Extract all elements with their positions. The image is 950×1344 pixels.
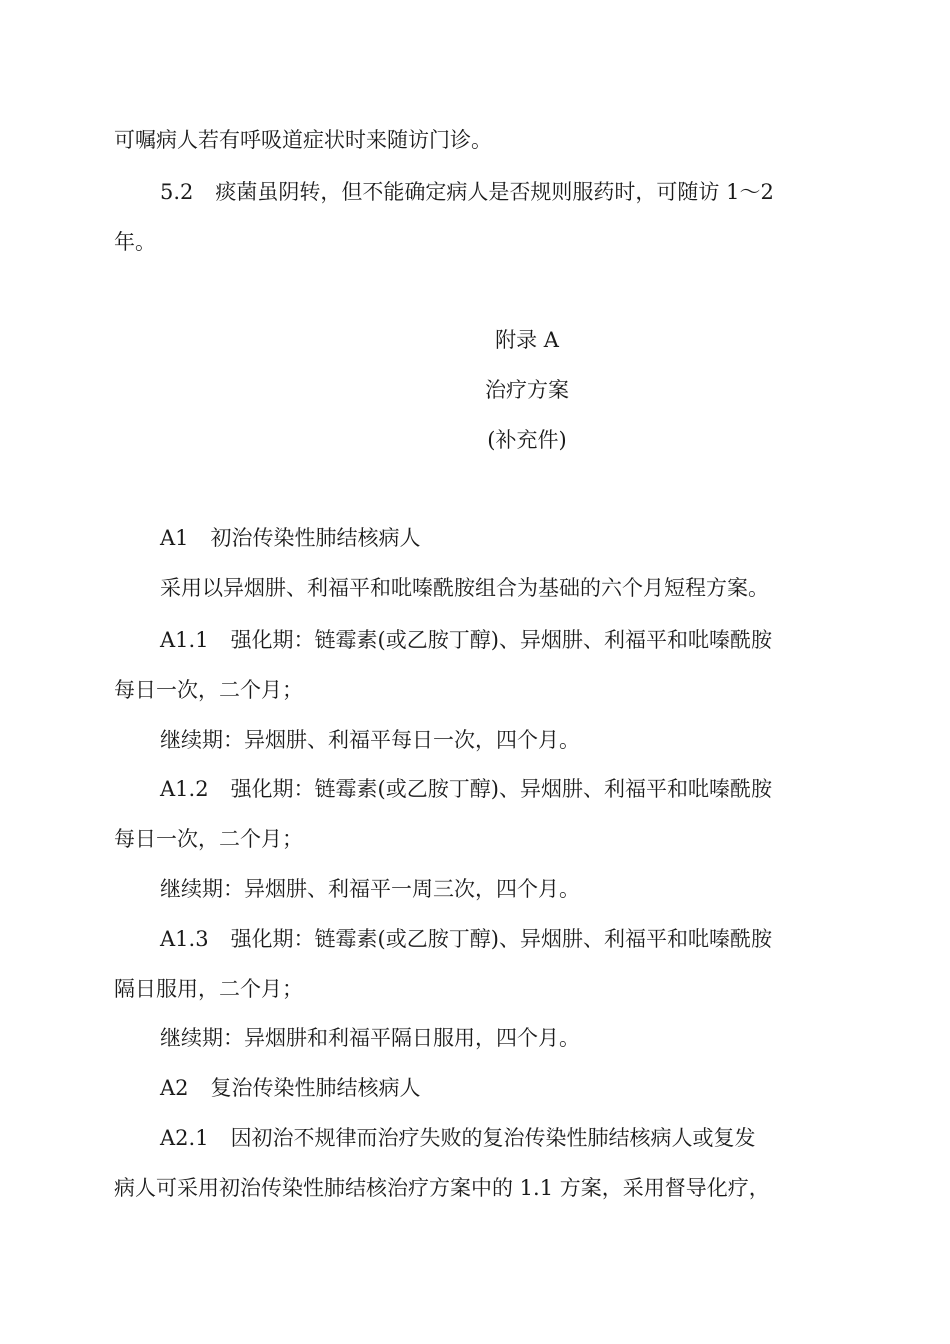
section-number-a2: A2 [160, 1076, 189, 1100]
clause-a1-1-continuation: 继续期：异烟肼、利福平每日一次，四个月。 [160, 728, 580, 752]
clause-a1-1-text: 强化期：链霉素(或乙胺丁醇)、异烟肼、利福平和吡嗪酰胺 [230, 628, 772, 652]
section-a2-heading [160, 1078, 421, 1099]
clause-number-a1-1: A1.1 [160, 628, 209, 652]
clause-a1-1-line-1 [160, 630, 772, 651]
appendix-title: 治疗方案 [485, 378, 569, 402]
clause-a2-1-text: 因初治不规律而治疗失败的复治传染性肺结核病人或复发 [230, 1126, 756, 1150]
clause-number-a2-1: A2.1 [160, 1126, 209, 1150]
clause-a1-2-text: 强化期：链霉素(或乙胺丁醇)、异烟肼、利福平和吡嗪酰胺 [230, 777, 772, 801]
clause-number-a1-2: A1.2 [160, 777, 209, 801]
section-a1-heading [160, 528, 421, 549]
clause-a1-2-continuation: 继续期：异烟肼、利福平一周三次，四个月。 [160, 877, 580, 901]
clause-a2-1-line-1 [160, 1128, 756, 1149]
clause-a2-1-line-2: 病人可采用初治传染性肺结核治疗方案中的 1.1 方案，采用督导化疗， [114, 1176, 770, 1200]
clause-a1-1-line-2: 每日一次，二个月； [114, 678, 303, 702]
clause-a1-3-line-1 [160, 929, 772, 950]
section-a1-title: 初治传染性肺结核病人 [210, 526, 421, 550]
paragraph-5-2-text: 痰菌虽阴转，但不能确定病人是否规则服药时，可随访 1～2 [215, 180, 774, 204]
section-a1-intro: 采用以异烟肼、利福平和吡嗪酰胺组合为基础的六个月短程方案。 [160, 576, 769, 600]
paragraph-5-1-tail: 可嘱病人若有呼吸道症状时来随访门诊。 [114, 128, 492, 152]
clause-a1-3-text: 强化期：链霉素(或乙胺丁醇)、异烟肼、利福平和吡嗪酰胺 [230, 927, 772, 951]
clause-a1-2-line-2: 每日一次，二个月； [114, 827, 303, 851]
paragraph-5-2-line-2: 年。 [114, 230, 156, 254]
section-a2-title: 复治传染性肺结核病人 [210, 1076, 421, 1100]
clause-number-5-2: 5.2 [160, 180, 194, 204]
clause-a1-2-line-1 [160, 779, 772, 800]
appendix-label: 附录 A [495, 328, 559, 352]
appendix-subtitle: (补充件) [487, 428, 567, 452]
paragraph-5-2-line-1 [160, 182, 774, 203]
section-number-a1: A1 [160, 526, 189, 550]
clause-a1-3-line-2: 隔日服用，二个月； [114, 977, 303, 1001]
clause-number-a1-3: A1.3 [160, 927, 209, 951]
clause-a1-3-continuation: 继续期：异烟肼和利福平隔日服用，四个月。 [160, 1026, 580, 1050]
